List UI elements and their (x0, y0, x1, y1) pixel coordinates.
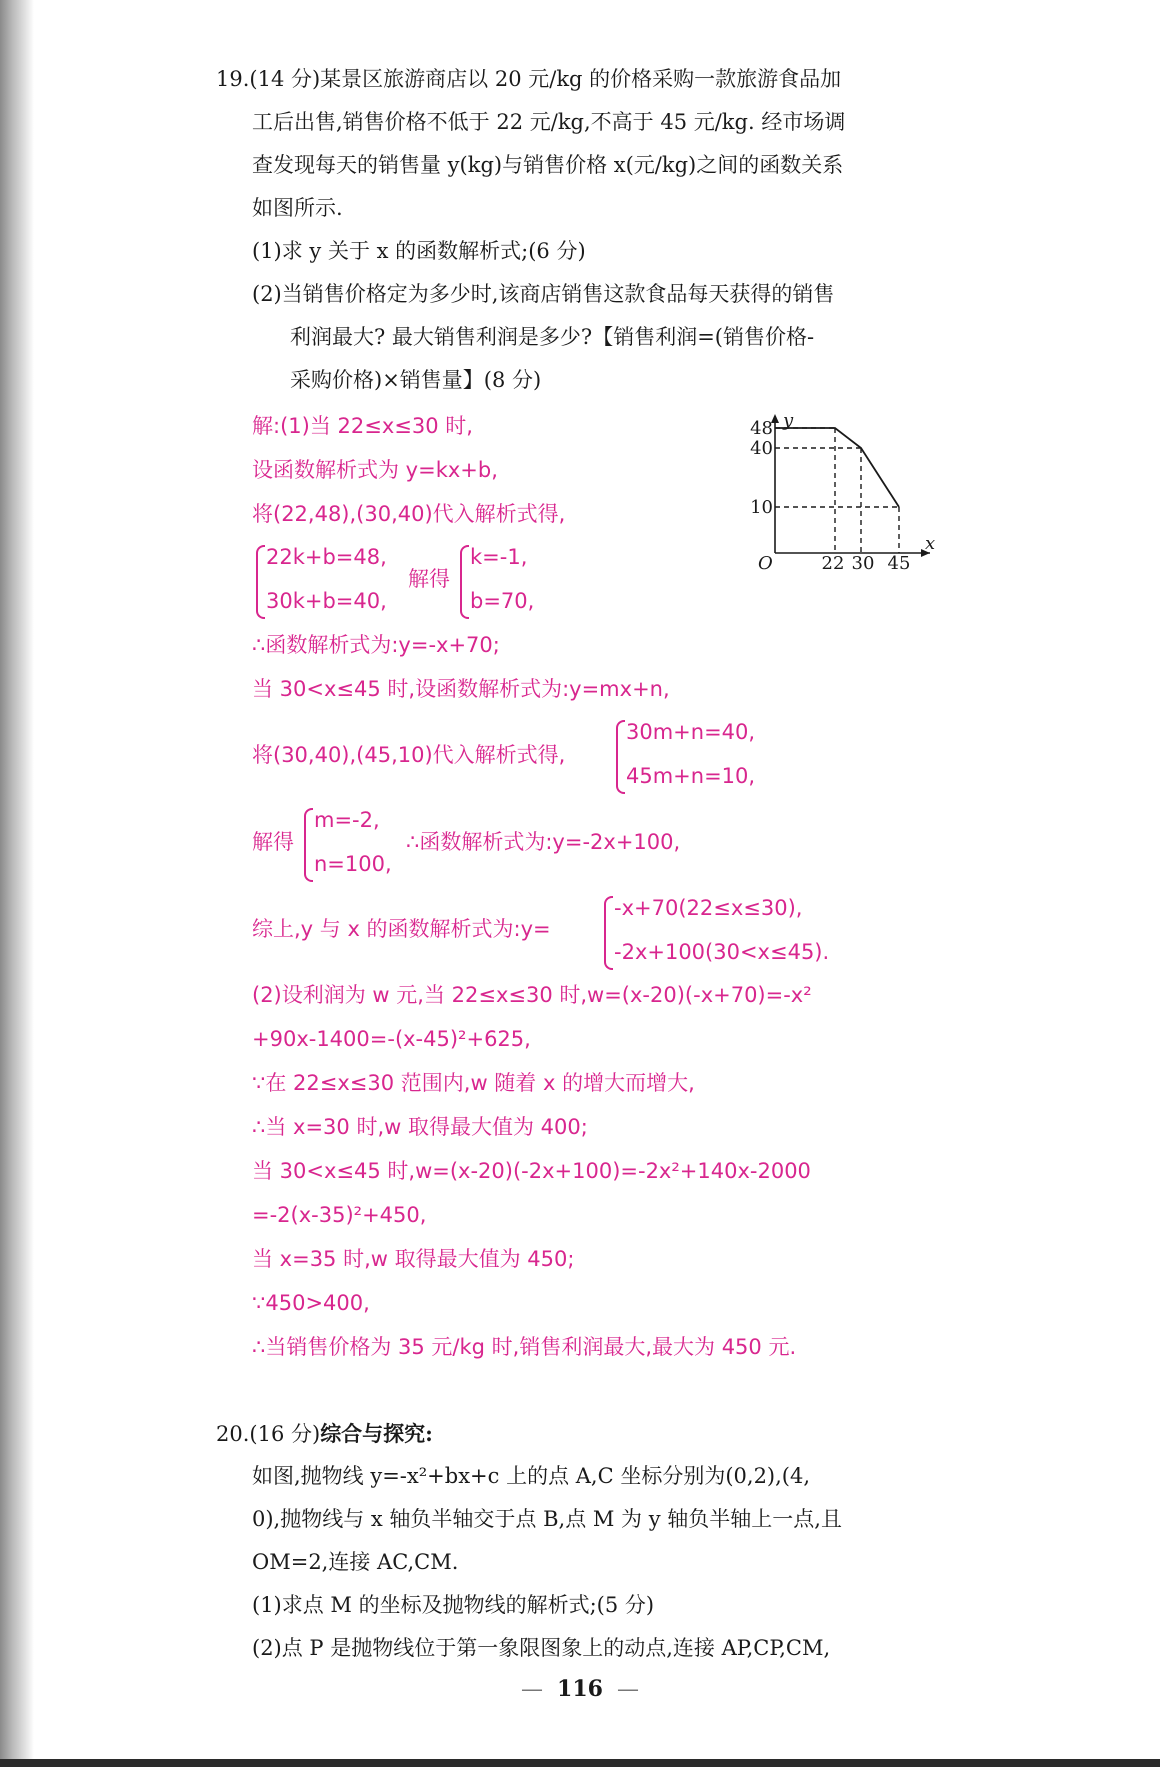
sol-line-2: 设函数解析式为 y=kx+b, (252, 458, 498, 482)
sol-line-12: ∵在 22≤x≤30 范围内,w 随着 x 的增大而增大, (252, 1071, 695, 1095)
q20-number: 20.(16 分) (216, 1422, 321, 1446)
graph-origin-label: O (758, 553, 773, 573)
q19-stem-line-1: 19.(14 分)某景区旅游商店以 20 元/kg 的价格采购一款旅游食品加 (216, 67, 842, 91)
system-brace-3 (616, 720, 625, 794)
sol-line-11: +90x-1400=-(x-45)²+625, (252, 1027, 531, 1051)
sol-line-8: ∴函数解析式为:y=-2x+100, (406, 830, 681, 854)
sol-line-3: 将(22,48),(30,40)代入解析式得, (252, 502, 566, 526)
solution-2-n: n=100, (314, 852, 392, 876)
guide-lines (775, 428, 899, 553)
solution-1-b: b=70, (470, 589, 535, 613)
graph-y-label: y (783, 410, 794, 431)
q20-body-line-2: 0),抛物线与 x 轴负半轴交于点 B,点 M 为 y 轴负半轴上一点,且 (252, 1507, 842, 1531)
system-brace-4 (304, 808, 313, 882)
q20-part-2: (2)点 P 是抛物线位于第一象限图象上的动点,连接 AP,CP,CM, (252, 1636, 831, 1660)
q20-heading (216, 1423, 433, 1445)
q20-part-1: (1)求点 M 的坐标及抛物线的解析式;(5 分) (252, 1593, 655, 1617)
sol-line-18: ∴当销售价格为 35 元/kg 时,销售利润最大,最大为 450 元. (252, 1335, 797, 1359)
sol-line-6: 当 30<x≤45 时,设函数解析式为:y=mx+n, (252, 677, 670, 701)
graph-y-tick-48: 48 (750, 418, 773, 439)
sol-line-7: 将(30,40),(45,10)代入解析式得, (252, 743, 566, 767)
q20-body-line-1: 如图,抛物线 y=-x²+bx+c 上的点 A,C 坐标分别为(0,2),(4, (252, 1464, 811, 1488)
q20-title: 综合与探究: (320, 1421, 433, 1446)
q19-part-2-line-3: 采购价格)×销售量】(8 分) (290, 368, 542, 392)
page-number: 116 (557, 1676, 603, 1702)
jiede-label-2: 解得 (252, 830, 294, 854)
sol-line-15: =-2(x-35)²+450, (252, 1203, 427, 1227)
q19-part-2-line-1: (2)当销售价格定为多少时,该商店销售这款食品每天获得的销售 (252, 282, 835, 306)
bottom-edge-bar (0, 1759, 1160, 1767)
graph-x-tick-22: 22 (821, 553, 845, 573)
system-brace-2 (460, 545, 469, 619)
sol-line-17: ∵450>400, (252, 1291, 370, 1315)
graph-x-label: x (925, 533, 936, 554)
solution-1-k: k=-1, (470, 545, 528, 569)
system-2-eq-1: 30m+n=40, (626, 720, 756, 744)
q19-stem-line-3: 查发现每天的销售量 y(kg)与销售价格 x(元/kg)之间的函数关系 (252, 153, 844, 177)
sol-line-5: ∴函数解析式为:y=-x+70; (252, 633, 500, 657)
sol-line-1: 解:(1)当 22≤x≤30 时, (252, 414, 473, 438)
q19-part-2-line-2: 利润最大? 最大销售利润是多少?【销售利润=(销售价格- (290, 325, 815, 349)
sol-line-16: 当 x=35 时,w 取得最大值为 450; (252, 1247, 575, 1271)
sol-line-13: ∴当 x=30 时,w 取得最大值为 400; (252, 1115, 588, 1139)
function-polyline (775, 428, 899, 507)
jiede-label-1: 解得 (408, 567, 450, 591)
q19-function-graph (735, 408, 940, 573)
graph-x-tick-30: 30 (851, 553, 875, 573)
page-number-footer (0, 1676, 1160, 1702)
q19-part-1: (1)求 y 关于 x 的函数解析式;(6 分) (252, 239, 586, 263)
sol-line-9: 综上,y 与 x 的函数解析式为:y= (252, 917, 551, 941)
q20-body-line-3: OM=2,连接 AC,CM. (252, 1550, 459, 1574)
graph-x-tick-45: 45 (887, 553, 911, 573)
system-1-eq-1: 22k+b=48, (266, 545, 387, 569)
q19-stem-line-4: 如图所示. (252, 196, 343, 220)
piecewise-case-2: -2x+100(30<x≤45). (614, 940, 830, 964)
piecewise-brace (604, 896, 613, 970)
q19-stem-line-2: 工后出售,销售价格不低于 22 元/kg,不高于 45 元/kg. 经市场调 (252, 110, 846, 134)
system-1-eq-2: 30k+b=40, (266, 589, 387, 613)
system-2-eq-2: 45m+n=10, (626, 764, 756, 788)
sol-line-10: (2)设利润为 w 元,当 22≤x≤30 时,w=(x-20)(-x+70)=-x² (252, 983, 812, 1007)
footer-dash-left: — (521, 1677, 544, 1702)
system-brace-1 (256, 545, 265, 619)
footer-dash-right: — (616, 1677, 639, 1702)
graph-y-tick-40: 40 (750, 438, 773, 459)
sol-line-14: 当 30<x≤45 时,w=(x-20)(-2x+100)=-2x²+140x-2000 (252, 1159, 811, 1183)
solution-2-m: m=-2, (314, 808, 380, 832)
piecewise-case-1: -x+70(22≤x≤30), (614, 896, 803, 920)
graph-y-tick-10: 10 (750, 497, 773, 518)
